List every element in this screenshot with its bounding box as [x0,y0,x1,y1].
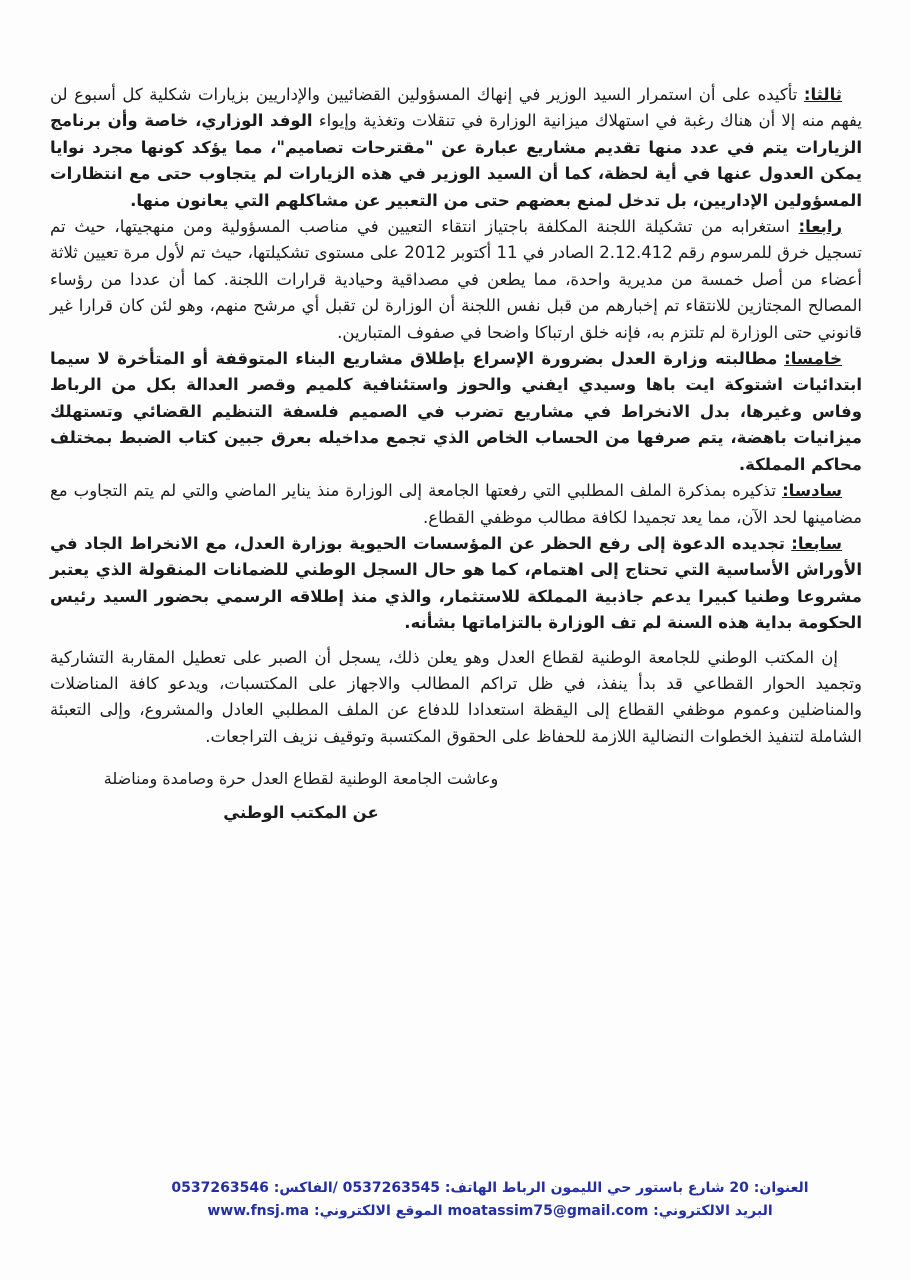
paragraph-seventh [50,531,862,637]
slogan-line: وعاشت الجامعة الوطنية لقطاع العدل حرة وصامدة ومناضلة [103,769,499,789]
footer-address-phone-line: العنوان: 20 شارع باستور حي الليمون الرباط الهاتف: 0537263545 /الفاكس: 0537263546 [171,1180,809,1196]
section-heading-sixth: سادسا: [782,481,842,501]
paragraph-fourth [50,214,862,346]
section-heading-fourth: رابعا: [798,217,842,237]
email-address: moatassim75@gmail.com [447,1203,649,1219]
section-heading-seventh: سابعا: [791,533,842,553]
section-heading-fifth: خامسا: [784,349,842,369]
paragraph-closing [50,645,862,751]
paragraph-fifth [50,346,862,478]
closing-text: إن المكتب الوطني للجامعة الوطنية لقطاع العدل وهو يعلن ذلك، يسجل أن الصبر على تعطيل المقاربة التشاركية وتجميد الحوار القطاعي قد بدأ ينفذ، في ظل تراكم المطالب والاجهاز على المكتسبات، ويدعو كافة المناضلات والمناضلين وعموم موظفي القطاع إلى اليقظة استعدادا للدفاع عن الملف المطلبي العادل والمشروع، وإلى التعبئة الشاملة لتنفيذ الخطوات النضالية اللازمة للحفاظ على الحقوق المكتسبة وتوقيف نزيف التراجعات. [50,647,862,746]
footer-contact [90,1177,890,1223]
footer-email-website-line [90,1200,890,1223]
section-text: تذكيره بمذكرة الملف المطلبي التي رفعتها الجامعة إلى الوزارة منذ يناير الماضي والتي لم يتم التجاوب مع مضامينها لحد الآن، مما يعد تجميدا لكافة مطالب موظفي القطاع. [50,481,862,527]
paragraph-sixth [50,478,862,531]
slogan-block [76,766,526,826]
section-text-bold: تجديده الدعوة إلى رفع الحظر عن المؤسسات الحيوية بوزارة العدل، مع الانخراط الجاد في الأوراش الأساسية التي تحتاج إلى اهتمام، كما هو حال السجل الوطني للضمانات المنقولة الذي يعتبر مشروعا وطنيا كبيرا يدعم جاذبية المملكة للاستثمار، والذي منذ إطلاقه الرسمي بحضور السيد رئيس الحكومة بداية هذه السنة لم تف الوزارة بالتزاماتها بشأنه. [50,533,862,633]
section-text-bold: الوفد الوزاري، خاصة وأن برنامج الزيارات يتم في عدد منها تقديم مشاريع عبارة عن "مقترحات تصاميم"، مما يؤكد كونها مجرد نوايا يمكن العدول عنها في أية لحظة، كما أن السيد الوزير في هذه الزيارات لم يتجاوب حتى مع انتظارات المسؤولين الإداريين، بل تدخل لمنع بعضهم حتى من التعبير عن مشاكلهم التي يعانون منها. [50,111,862,210]
website-url: www.fnsj.ma [207,1203,310,1219]
section-heading-third: ثالثا: [803,85,843,104]
email-label: البريد الالكتروني: [653,1203,773,1219]
paragraph-third [50,82,862,214]
signature-line: عن المكتب الوطني [223,802,379,822]
section-text-bold: مطالبته وزارة العدل بضرورة الإسراع بإطلاق مشاريع البناء المتوقفة أو المتأخرة لا سيما ابتدائيات اشتوكة ايت باها وسيدي ايفني والحوز واستئنافية كلميم وقصر العدالة بكل من الرباط وفاس وغيرها، بدل الانخراط في مشاريع تضرب في الصميم فلسفة التنظيم القضائي وتستهلك ميزانيات باهضة، يتم صرفها من الحساب الخاص الذي تجمع مداخيله بعرق جبين كتاب الضبط بمختلف محاكم المملكة. [50,349,862,474]
document-body [50,82,862,826]
website-label: الموقع الالكتروني: [314,1203,443,1219]
section-text: تأكيده على أن استمرار السيد الوزير في إنهاك المسؤولين القضائيين والإداريين بزيارات شكلية كل أسبوع لن يفهم منه إلا أن هناك رغبة في استهلاك ميزانية الوزارة في تنقلات وتغذية وإيواء [50,85,862,131]
section-text: استغرابه من تشكيلة اللجنة المكلفة باجتياز انتقاء التعيين في مناصب المسؤولية ومن منهجيتها، حيث تم تسجيل خرق للمرسوم رقم 2.12.412 الصادر في 11 أكتوبر 2012 على مستوى تشكيلتها، حيث تم لأول مرة تعيين ثلاثة أعضاء من أصل خمسة من مديرية واحدة، مما يطعن في مصداقية وحيادية قرارات اللجنة. كما أن عددا من رؤساء المصالح المجتازين للانتقاء تم إخبارهم من قبل نفس اللجنة أن الوزارة لن تقبل أي مرشح منهم، وهو لئن كان قرارا غير قانوني حتى الوزارة لم تلتزم به، فإنه خلق ارتباكا واضحا في صفوف المتبارين. [50,217,862,342]
